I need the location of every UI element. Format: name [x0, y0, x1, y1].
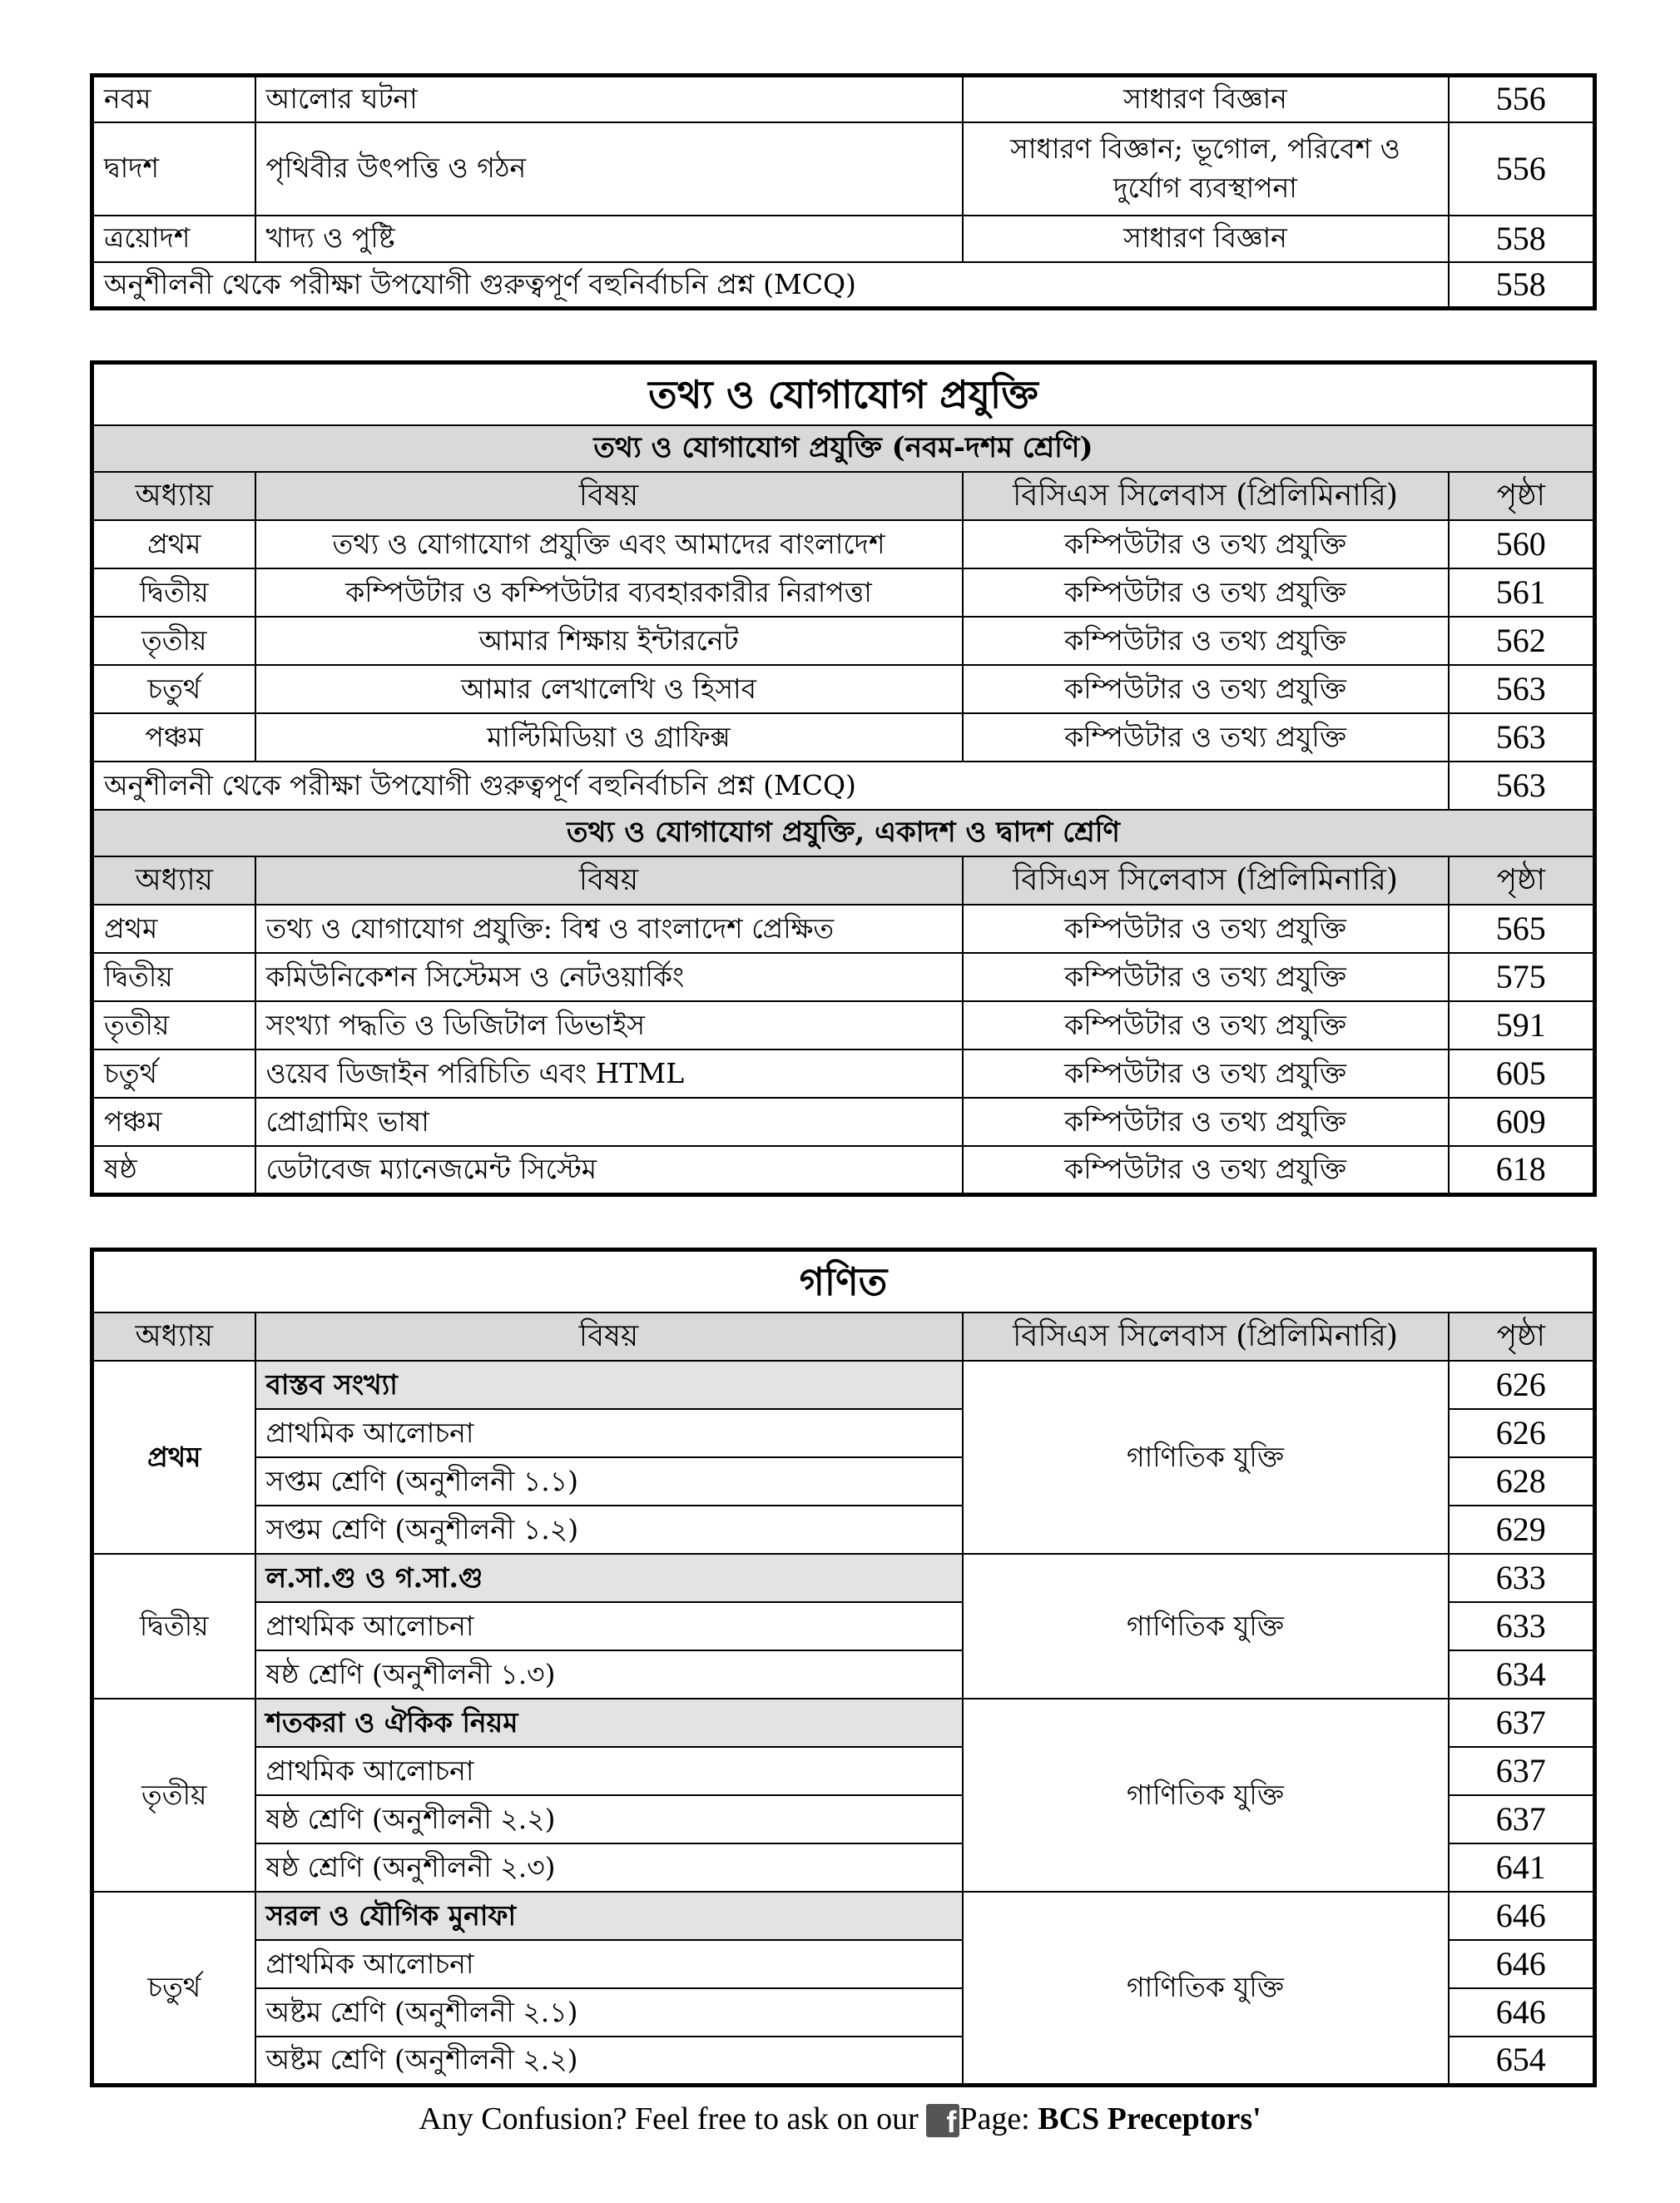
page-cell: 556 — [1449, 122, 1595, 216]
table-row — [92, 1361, 1595, 1409]
page-header: পৃষ্ঠা — [1449, 856, 1595, 905]
syllabus-cell: কম্পিউটার ও তথ্য প্রযুক্তি — [963, 713, 1449, 762]
facebook-icon[interactable]: f — [926, 2104, 959, 2137]
topic-cell: ষষ্ঠ শ্রেণি (অনুশীলনী ১.৩) — [255, 1650, 963, 1699]
syllabus-cell: কম্পিউটার ও তথ্য প্রযুক্তি — [963, 520, 1449, 568]
page-cell: 556 — [1449, 76, 1595, 122]
topic-cell: পৃথিবীর উৎপত্তি ও গঠন — [255, 122, 963, 216]
table-row — [92, 1098, 1595, 1146]
topic-cell: খাদ্য ও পুষ্টি — [255, 216, 963, 262]
ict-table — [90, 360, 1597, 1197]
topic-heading: বাস্তব সংখ্যা — [255, 1361, 963, 1409]
page-cell: 646 — [1449, 1940, 1595, 1988]
math-table — [90, 1248, 1597, 2087]
mcq-label: অনুশীলনী থেকে পরীক্ষা উপযোগী গুরুত্বপূর্ণ বহুনির্বাচনি প্রশ্ন (MCQ) — [92, 762, 1449, 810]
topic-cell: তথ্য ও যোগাযোগ প্রযুক্তি এবং আমাদের বাংলাদেশ — [255, 520, 963, 568]
chapter-cell: দ্বিতীয় — [92, 1554, 255, 1699]
page-cell: 629 — [1449, 1506, 1595, 1554]
syllabus-cell: সাধারণ বিজ্ঞান — [963, 216, 1449, 262]
mcq-row — [92, 262, 1595, 309]
topic-cell: আমার লেখালেখি ও হিসাব — [255, 665, 963, 713]
topic-cell: ষষ্ঠ শ্রেণি (অনুশীলনী ২.৩) — [255, 1843, 963, 1892]
topic-cell: কম্পিউটার ও কম্পিউটার ব্যবহারকারীর নিরাপত্তা — [255, 568, 963, 617]
syllabus-cell: সাধারণ বিজ্ঞান; ভূগোল, পরিবেশ ও দুর্যোগ ব্যবস্থাপনা — [963, 122, 1449, 216]
chapter-cell: প্রথম — [92, 1361, 255, 1554]
page-cell: 558 — [1449, 262, 1595, 309]
chapter-cell: নবম — [92, 76, 255, 122]
syllabus-cell: সাধারণ বিজ্ঞান — [963, 76, 1449, 122]
table-header — [92, 856, 1595, 905]
table-row — [92, 1892, 1595, 1940]
chapter-cell: চতুর্থ — [92, 665, 255, 713]
section-subtitle: তথ্য ও যোগাযোগ প্রযুক্তি, একাদশ ও দ্বাদশ শ্রেণি — [92, 810, 1595, 856]
syllabus-cell: কম্পিউটার ও তথ্য প্রযুক্তি — [963, 568, 1449, 617]
footer-page-label: Page: — [959, 2101, 1030, 2136]
topic-cell: অষ্টম শ্রেণি (অনুশীলনী ২.২) — [255, 2037, 963, 2085]
table-row — [92, 617, 1595, 665]
topic-cell: অষ্টম শ্রেণি (অনুশীলনী ২.১) — [255, 1988, 963, 2037]
topic-cell: প্রাথমিক আলোচনা — [255, 1747, 963, 1795]
topic-heading: ল.সা.গু ও গ.সা.গু — [255, 1554, 963, 1602]
page-cell: 562 — [1449, 617, 1595, 665]
table-row — [92, 905, 1595, 953]
topic-cell: আমার শিক্ষায় ইন্টারনেট — [255, 617, 963, 665]
table-row — [92, 1146, 1595, 1194]
page-cell: 633 — [1449, 1602, 1595, 1650]
chapter-cell: ত্রয়োদশ — [92, 216, 255, 262]
section-subtitle: তথ্য ও যোগাযোগ প্রযুক্তি (নবম-দশম শ্রেণি) — [92, 425, 1595, 472]
page-cell: 637 — [1449, 1699, 1595, 1747]
chapter-cell: পঞ্চম — [92, 1098, 255, 1146]
syllabus-cell: কম্পিউটার ও তথ্য প্রযুক্তি — [963, 905, 1449, 953]
page-cell: 634 — [1449, 1650, 1595, 1699]
page-cell: 628 — [1449, 1457, 1595, 1506]
page-cell: 563 — [1449, 665, 1595, 713]
page-cell: 646 — [1449, 1892, 1595, 1940]
page-header: পৃষ্ঠা — [1449, 1312, 1595, 1361]
chapter-header: অধ্যায় — [92, 856, 255, 905]
topic-header: বিষয় — [255, 472, 963, 520]
syllabus-cell: কম্পিউটার ও তথ্য প্রযুক্তি — [963, 1049, 1449, 1098]
page-header: পৃষ্ঠা — [1449, 472, 1595, 520]
topic-cell: সপ্তম শ্রেণি (অনুশীলনী ১.২) — [255, 1506, 963, 1554]
table-row — [92, 568, 1595, 617]
syllabus-cell: গাণিতিক যুক্তি — [963, 1554, 1449, 1699]
topic-cell: ষষ্ঠ শ্রেণি (অনুশীলনী ২.২) — [255, 1795, 963, 1843]
page-cell: 563 — [1449, 713, 1595, 762]
syllabus-cell: কম্পিউটার ও তথ্য প্রযুক্তি — [963, 1001, 1449, 1049]
footer-page-name[interactable]: BCS Preceptors' — [1038, 2101, 1261, 2136]
chapter-header: অধ্যায় — [92, 472, 255, 520]
page-cell: 654 — [1449, 2037, 1595, 2085]
topic-cell: প্রাথমিক আলোচনা — [255, 1940, 963, 1988]
section-title: গণিত — [92, 1250, 1595, 1313]
page-cell: 561 — [1449, 568, 1595, 617]
topic-header: বিষয় — [255, 1312, 963, 1361]
page-cell: 605 — [1449, 1049, 1595, 1098]
topic-cell: ওয়েব ডিজাইন পরিচিতি এবং HTML — [255, 1049, 963, 1098]
page-cell: 591 — [1449, 1001, 1595, 1049]
page-cell: 575 — [1449, 953, 1595, 1001]
page-footer — [0, 2101, 1680, 2137]
table-row — [92, 1049, 1595, 1098]
syllabus-cell: কম্পিউটার ও তথ্য প্রযুক্তি — [963, 665, 1449, 713]
table-row — [92, 122, 1595, 216]
topic-cell: মাল্টিমিডিয়া ও গ্রাফিক্স — [255, 713, 963, 762]
table-row — [92, 1699, 1595, 1747]
syllabus-cell: গাণিতিক যুক্তি — [963, 1361, 1449, 1554]
page-cell: 565 — [1449, 905, 1595, 953]
page-cell: 641 — [1449, 1843, 1595, 1892]
page-cell: 558 — [1449, 216, 1595, 262]
chapter-cell: তৃতীয় — [92, 617, 255, 665]
table-row — [92, 1554, 1595, 1602]
page-cell: 618 — [1449, 1146, 1595, 1194]
table-row — [92, 1001, 1595, 1049]
page-cell: 563 — [1449, 762, 1595, 810]
chapter-cell: দ্বাদশ — [92, 122, 255, 216]
previous-section-table — [90, 73, 1597, 310]
chapter-cell: প্রথম — [92, 905, 255, 953]
page-cell: 637 — [1449, 1795, 1595, 1843]
syllabus-cell: গাণিতিক যুক্তি — [963, 1892, 1449, 2085]
table-header — [92, 472, 1595, 520]
page-cell: 609 — [1449, 1098, 1595, 1146]
topic-cell: সংখ্যা পদ্ধতি ও ডিজিটাল ডিভাইস — [255, 1001, 963, 1049]
page-cell: 637 — [1449, 1747, 1595, 1795]
topic-heading: সরল ও যৌগিক মুনাফা — [255, 1892, 963, 1940]
page-cell: 626 — [1449, 1361, 1595, 1409]
topic-cell: সপ্তম শ্রেণি (অনুশীলনী ১.১) — [255, 1457, 963, 1506]
table-row — [92, 953, 1595, 1001]
topic-heading: শতকরা ও ঐকিক নিয়ম — [255, 1699, 963, 1747]
syllabus-header: বিসিএস সিলেবাস (প্রিলিমিনারি) — [963, 856, 1449, 905]
mcq-row — [92, 762, 1595, 810]
page-cell: 633 — [1449, 1554, 1595, 1602]
topic-cell: প্রোগ্রামিং ভাষা — [255, 1098, 963, 1146]
chapter-cell: প্রথম — [92, 520, 255, 568]
mcq-label: অনুশীলনী থেকে পরীক্ষা উপযোগী গুরুত্বপূর্ণ বহুনির্বাচনি প্রশ্ন (MCQ) — [92, 262, 1449, 309]
table-row — [92, 520, 1595, 568]
syllabus-cell: কম্পিউটার ও তথ্য প্রযুক্তি — [963, 617, 1449, 665]
topic-cell: প্রাথমিক আলোচনা — [255, 1409, 963, 1457]
topic-cell: ডেটাবেজ ম্যানেজমেন্ট সিস্টেম — [255, 1146, 963, 1194]
table-header — [92, 1312, 1595, 1361]
chapter-cell: তৃতীয় — [92, 1699, 255, 1892]
section-title: তথ্য ও যোগাযোগ প্রযুক্তি — [92, 363, 1595, 426]
syllabus-cell: কম্পিউটার ও তথ্য প্রযুক্তি — [963, 1098, 1449, 1146]
table-row — [92, 665, 1595, 713]
chapter-cell: ষষ্ঠ — [92, 1146, 255, 1194]
table-row — [92, 76, 1595, 122]
topic-cell: কমিউনিকেশন সিস্টেমস ও নেটওয়ার্কিং — [255, 953, 963, 1001]
chapter-cell: চতুর্থ — [92, 1892, 255, 2085]
chapter-cell: পঞ্চম — [92, 713, 255, 762]
table-row — [92, 713, 1595, 762]
chapter-cell: চতুর্থ — [92, 1049, 255, 1098]
syllabus-cell: কম্পিউটার ও তথ্য প্রযুক্তি — [963, 1146, 1449, 1194]
page-cell: 646 — [1449, 1988, 1595, 2037]
chapter-cell: দ্বিতীয় — [92, 568, 255, 617]
table-row — [92, 216, 1595, 262]
syllabus-cell: গাণিতিক যুক্তি — [963, 1699, 1449, 1892]
chapter-header: অধ্যায় — [92, 1312, 255, 1361]
footer-text: Any Confusion? Feel free to ask on our — [419, 2101, 919, 2136]
page-cell: 626 — [1449, 1409, 1595, 1457]
chapter-cell: দ্বিতীয় — [92, 953, 255, 1001]
syllabus-header: বিসিএস সিলেবাস (প্রিলিমিনারি) — [963, 1312, 1449, 1361]
syllabus-cell: কম্পিউটার ও তথ্য প্রযুক্তি — [963, 953, 1449, 1001]
page-cell: 560 — [1449, 520, 1595, 568]
syllabus-header: বিসিএস সিলেবাস (প্রিলিমিনারি) — [963, 472, 1449, 520]
topic-cell: তথ্য ও যোগাযোগ প্রযুক্তি: বিশ্ব ও বাংলাদেশ প্রেক্ষিত — [255, 905, 963, 953]
topic-header: বিষয় — [255, 856, 963, 905]
topic-cell: আলোর ঘটনা — [255, 76, 963, 122]
topic-cell: প্রাথমিক আলোচনা — [255, 1602, 963, 1650]
chapter-cell: তৃতীয় — [92, 1001, 255, 1049]
